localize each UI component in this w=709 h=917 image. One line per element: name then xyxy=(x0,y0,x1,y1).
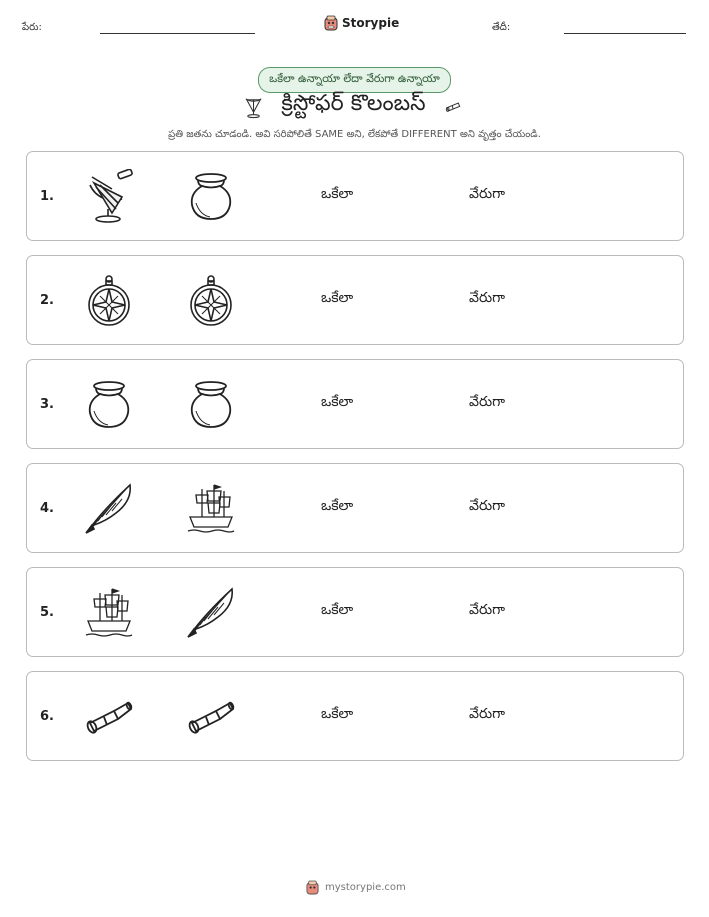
pot-icon xyxy=(184,377,238,431)
same-option[interactable]: ఒకేలా xyxy=(321,394,354,410)
worksheet-title: క్రిస్టోఫర్ కొలంబస్ xyxy=(281,91,426,116)
compass-icon xyxy=(82,273,136,327)
instructions: ప్రతి జతను చూడండి. అవి సరిపోలితే SAME అని, లేకపోతే DIFFERENT అని వృత్తం చేయండి. xyxy=(168,129,541,140)
badge-wrap xyxy=(0,67,709,93)
ship-icon xyxy=(82,585,136,639)
different-option[interactable]: వేరుగా xyxy=(469,394,505,410)
footer xyxy=(306,880,406,895)
question-number: 5. xyxy=(40,605,54,620)
question-number: 1. xyxy=(40,189,54,204)
telescope-icon xyxy=(184,689,238,743)
question-card xyxy=(26,359,684,449)
same-option[interactable]: ఒకేలా xyxy=(321,706,354,722)
ship-icon xyxy=(184,481,238,535)
telescope-icon xyxy=(440,97,468,115)
quill-icon xyxy=(184,585,238,639)
question-number: 6. xyxy=(40,709,54,724)
same-option[interactable]: ఒకేలా xyxy=(321,290,354,306)
title-row xyxy=(0,91,709,121)
date-label: తేదీ: xyxy=(492,22,511,33)
name-line[interactable] xyxy=(100,33,255,34)
question-card xyxy=(26,567,684,657)
brand-name: Storypie xyxy=(342,16,400,30)
sextant-icon xyxy=(82,169,136,223)
different-option[interactable]: వేరుగా xyxy=(469,290,505,306)
quill-icon xyxy=(82,481,136,535)
footer-site: mystorypie.com xyxy=(325,882,406,893)
same-option[interactable]: ఒకేలా xyxy=(321,498,354,514)
different-option[interactable]: వేరుగా xyxy=(469,498,505,514)
same-option[interactable]: ఒకేలా xyxy=(321,186,354,202)
same-option[interactable]: ఒకేలా xyxy=(321,602,354,618)
question-card xyxy=(26,671,684,761)
worksheet-badge: ఒకేలా ఉన్నాయా లేదా వేరుగా ఉన్నాయా xyxy=(258,67,451,93)
brand-logo xyxy=(324,15,399,31)
name-label: పేరు: xyxy=(22,22,42,33)
sextant-icon xyxy=(241,93,267,119)
compass-icon xyxy=(184,273,238,327)
question-number: 4. xyxy=(40,501,54,516)
pot-icon xyxy=(82,377,136,431)
different-option[interactable]: వేరుగా xyxy=(469,602,505,618)
question-number: 3. xyxy=(40,397,54,412)
question-card xyxy=(26,463,684,553)
storypie-mascot-icon xyxy=(324,15,338,31)
telescope-icon xyxy=(82,689,136,743)
date-line[interactable] xyxy=(564,33,686,34)
pot-icon xyxy=(184,169,238,223)
question-card xyxy=(26,151,684,241)
question-card xyxy=(26,255,684,345)
storypie-mascot-icon xyxy=(306,880,319,895)
question-number: 2. xyxy=(40,293,54,308)
different-option[interactable]: వేరుగా xyxy=(469,706,505,722)
different-option[interactable]: వేరుగా xyxy=(469,186,505,202)
